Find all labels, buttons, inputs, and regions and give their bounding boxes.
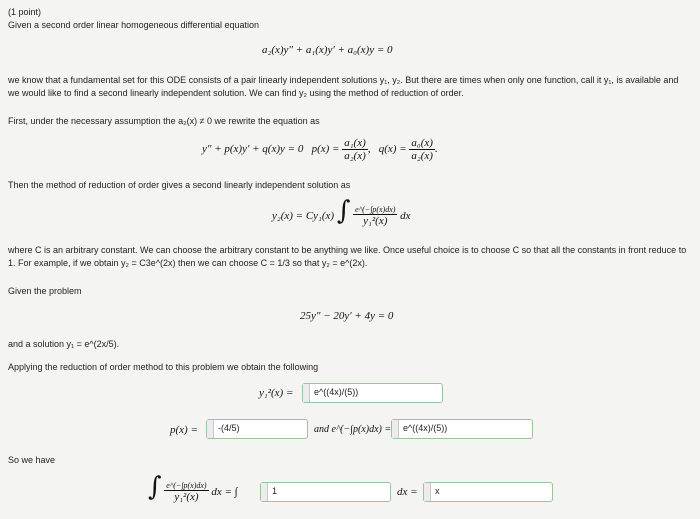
field-cap bbox=[303, 384, 310, 402]
q-numerator: a₀(x) bbox=[411, 137, 433, 149]
then-line: Then the method of reduction of order gives a second linearly independent solution as bbox=[8, 180, 351, 190]
y1-squared-input[interactable] bbox=[302, 383, 443, 403]
integral-fraction bbox=[164, 481, 208, 503]
integral-denominator: y₁²(x) bbox=[174, 491, 199, 504]
p-numerator: a₁(x) bbox=[344, 137, 366, 149]
q-denominator: a₂(x) bbox=[411, 150, 433, 162]
integrand-value: 1 bbox=[272, 486, 278, 496]
field-cap bbox=[424, 483, 431, 501]
given-equation: 25y″ − 20y′ + 4y = 0 bbox=[300, 310, 394, 322]
final-integral bbox=[148, 474, 238, 503]
y2-dx: dx bbox=[400, 210, 411, 222]
general-equation: a₂(x)y″ + a₁(x)y′ + a₀(x)y = 0 bbox=[262, 44, 393, 56]
solution-line: and a solution y₁ = e^(2x/5). bbox=[8, 339, 120, 349]
y2-fraction bbox=[353, 205, 397, 227]
y1-squared-value: e^((4x)/(5)) bbox=[314, 387, 359, 397]
standard-form: y″ + p(x)y′ + q(x)y = 0 bbox=[202, 143, 304, 156]
intro-text: Given a second order linear homogeneous differential equation bbox=[8, 20, 260, 30]
field-cap bbox=[261, 483, 268, 501]
p-of-x-input[interactable] bbox=[206, 419, 308, 439]
integral-numerator: e^(−∫p(x)dx) bbox=[166, 481, 207, 491]
q-fraction bbox=[409, 137, 435, 162]
integral-sign: ∫ bbox=[336, 196, 351, 226]
y1-squared-label: y₁²(x) = bbox=[259, 387, 294, 399]
integral-result-value: x bbox=[435, 486, 440, 496]
standard-form-row bbox=[202, 137, 438, 162]
integral-sign: ∫ bbox=[148, 472, 162, 502]
p-answer-label: p(x) = bbox=[170, 424, 198, 436]
p-denominator: a₂(x) bbox=[344, 150, 366, 162]
points-label: (1 point) bbox=[8, 7, 42, 17]
exp-integral-value: e^((4x)/(5)) bbox=[403, 423, 448, 433]
p-fraction bbox=[342, 137, 368, 162]
field-cap bbox=[207, 420, 214, 438]
q-def-label: q(x) = bbox=[378, 143, 407, 156]
q-period: . bbox=[434, 143, 438, 156]
paragraph-fundamental-set: we know that a fundamental set for this ODE consists of a pair linearly independent solutions y₁, y₂. But there are times when only one function, call it y₁, is available and we would like to find a second linearly independent solution. We can find y₂ using the method of reduction of order. bbox=[8, 75, 679, 98]
first-line: First, under the necessary assumption the a₂(x) ≠ 0 we rewrite the equation as bbox=[8, 116, 320, 126]
field-cap bbox=[392, 420, 399, 438]
exp-label: and e^(−∫p(x)dx) = bbox=[314, 424, 392, 435]
applying-line: Applying the reduction of order method to this problem we obtain the following bbox=[8, 362, 319, 372]
integrand-input[interactable] bbox=[260, 482, 391, 502]
given-label: Given the problem bbox=[8, 286, 82, 296]
p-def-label: p(x) = bbox=[311, 143, 340, 156]
so-we-have: So we have bbox=[8, 455, 56, 465]
exp-integral-input[interactable] bbox=[391, 419, 533, 439]
y2-numerator: e^(−∫p(x)dx) bbox=[355, 205, 396, 215]
dx-equals: dx = bbox=[397, 486, 418, 498]
p-comma: , bbox=[367, 143, 371, 156]
y2-formula bbox=[272, 198, 411, 227]
y2-denominator: y₁²(x) bbox=[363, 215, 388, 228]
y2-lhs: y₂(x) = Cy₁(x) bbox=[272, 210, 335, 222]
integral-mid: dx = ∫ bbox=[211, 486, 238, 498]
integral-result-input[interactable] bbox=[423, 482, 553, 502]
p-of-x-value: -(4/5) bbox=[218, 423, 240, 433]
paragraph-arbitrary-constant: where C is an arbitrary constant. We can choose the arbitrary constant to be anything we like. Once useful choice is to choose C so that all the constants in front reduce to 1. For example, if we obtain y₂ = C3e^(2x) then we can choose C = 1/3 so that y₂ = e^(2x). bbox=[8, 245, 687, 268]
